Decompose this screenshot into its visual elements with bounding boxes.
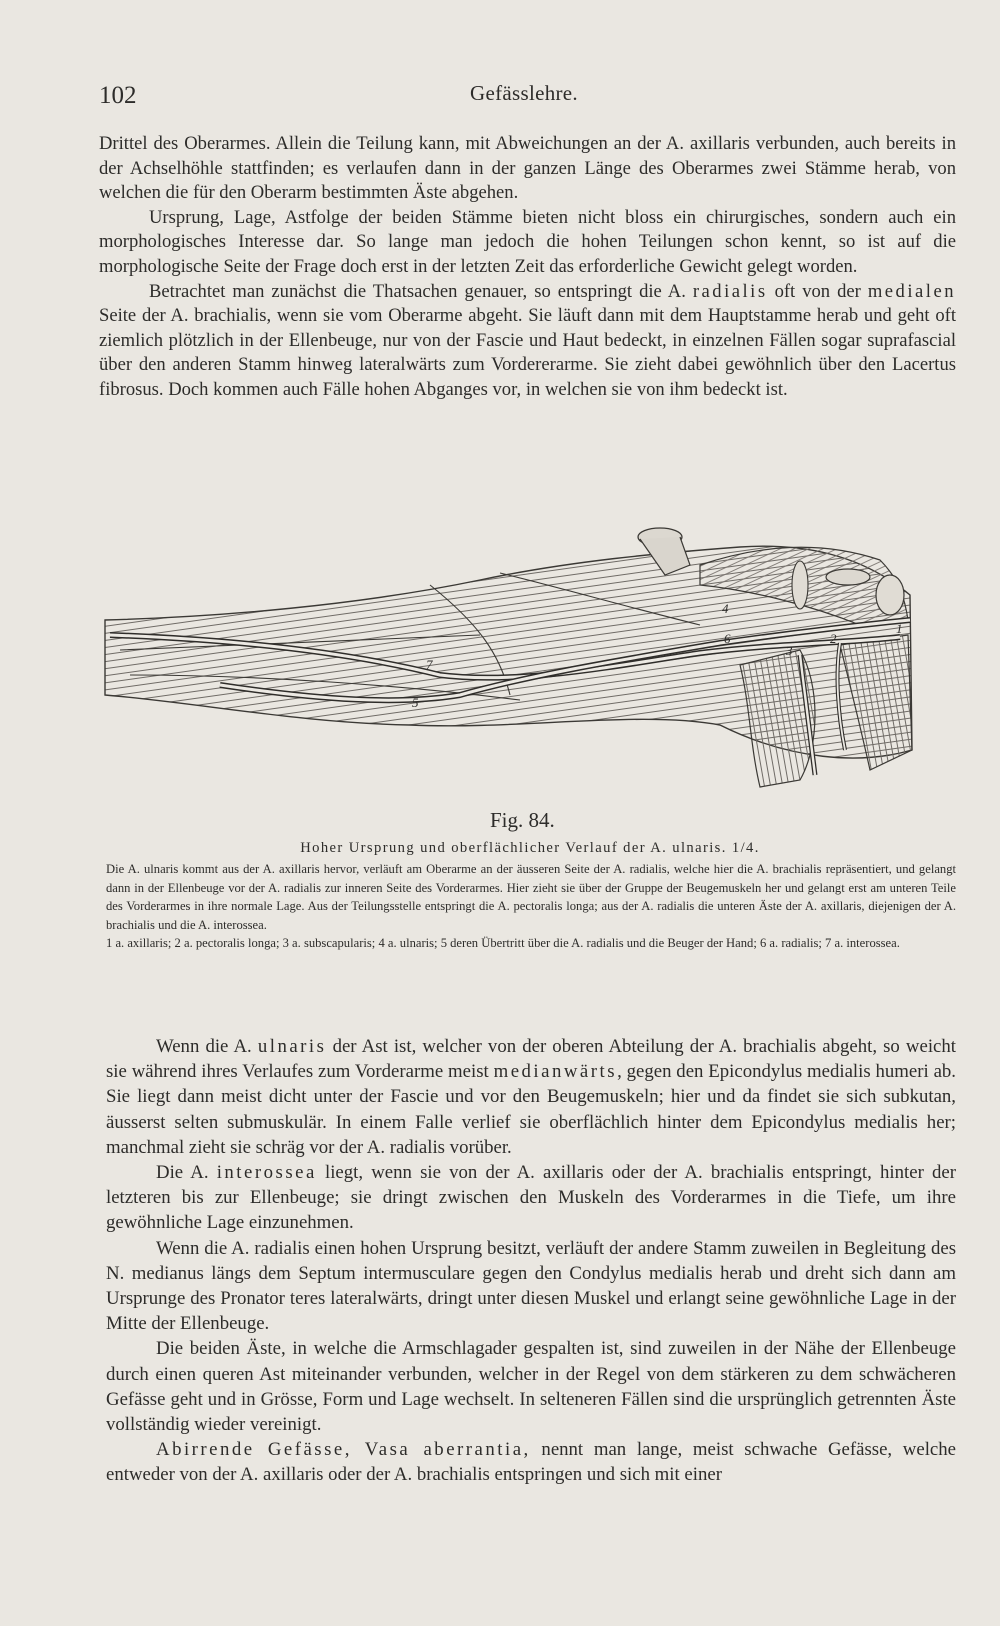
page-number: 102 bbox=[99, 82, 137, 109]
paragraph: Ursprung, Lage, Astfolge der beiden Stämme bieten nicht bloss ein chirurgisches, sondern auch ein morphologisches Interesse dar. So lange man jedoch die hohen Teilungen schon kennt, so ist auf die morphologische Seite der Frage doch erst in der letzten Zeit das erforderliche Gewicht gelegt worden. bbox=[99, 206, 956, 277]
arm-vessels-drawing bbox=[100, 525, 960, 797]
caption-text: Die A. ulnaris kommt aus der A. axillaris hervor, verläuft am Oberarme an der äusseren Seite der A. radialis, welche hier die A. brachialis repräsentiert, und gelangt dann in der Ellenbeuge vor der A. radialis zur inneren Seite des Vorderarmes. Hier zieht sie über der Gruppe der Beugemuskeln her und gelangt erst am unteren Teile des Vorderarmes in ihre normale Lage. Aus der Teilungsstelle entspringt die A. pectoralis longa; aus der A. radialis die unteren Äste der A. axillaris, diejenigen der A. brachialis und die A. interossea. bbox=[106, 862, 956, 932]
marker-4: 4 bbox=[722, 601, 729, 616]
figure-caption bbox=[106, 860, 956, 953]
emphasis-vasa-aberrantia: Abirrende Gefässe, Vasa aberrantia, bbox=[156, 1439, 531, 1461]
paragraph: Drittel des Oberarmes. Allein die Teilung kann, mit Abweichungen an der A. axillaris verbunden, auch bereits in der Achselhöhle stattfinden; es verlaufen dann in der ganzen Länge des Oberarmes zwei Stämme herab, von welchen die für den Oberarm bestimmten Äste abgehen. bbox=[99, 133, 956, 204]
emphasis-radialis: radialis bbox=[692, 280, 768, 302]
caption-legend: 1 a. axillaris; 2 a. pectoralis longa; 3 a. subscapularis; 4 a. ulnaris; 5 deren Übertritt über die A. radialis und die Beuger der Hand; 6 a. radialis; 7 a. interossea. bbox=[106, 936, 900, 951]
paragraph: Betrachtet man zunächst die Thatsachen genauer, so entspringt die A. radialis oft von der medialen Seite der A. brachialis, wenn sie vom Oberarme abgeht. Sie läuft dann mit dem Hauptstamme herab und geht oft ziemlich plötzlich in der Ellenbeuge, nur von der Fascie und Haut bedeckt, in einzelnen Fällen sogar suprafascial über den anderen Stamm hinweg lateralwärts zum Vordererarme. Sie zieht dabei gewöhnlich über den Lacertus fibrosus. Doch kommen auch Fälle hohen Abganges vor, in welchen sie von ihm bedeckt ist. bbox=[99, 280, 956, 400]
running-title: Gefässlehre. bbox=[470, 81, 578, 105]
body-text-top bbox=[99, 132, 956, 403]
paragraph: Die beiden Äste, in welche die Armschlagader gespalten ist, sind zuweilen in der Nähe der Ellenbeuge durch einen queren Ast miteinander verbunden, welcher in der Regel von dem stärkeren zu dem schwächeren Gefässe geht und in Grösse, Form und Lage wechselt. In selteneren Fällen sind die ursprünglich getrennten Äste vollständig wieder vereinigt. bbox=[106, 1338, 956, 1436]
marker-7: 7 bbox=[426, 657, 433, 672]
emphasis-ulnaris: ulnaris bbox=[257, 1036, 327, 1057]
anatomical-illustration bbox=[100, 525, 960, 797]
marker-6: 6 bbox=[724, 631, 731, 646]
marker-1: 1 bbox=[896, 621, 903, 636]
marker-2: 2 bbox=[830, 631, 837, 646]
paragraph: Die A. interossea liegt, wenn sie von der A. axillaris oder der A. brachialis entspringt, hinter der letzteren bis zur Ellenbeuge; sie dringt zwischen den Muskeln des Vorderarmes in die Tiefe, um ihre gewöhnliche Lage einzunehmen. bbox=[106, 1162, 956, 1234]
emphasis-interossea: interossea bbox=[216, 1162, 317, 1184]
emphasis-medianwaerts: medianwärts bbox=[493, 1061, 618, 1083]
figure-scale: 1/4. bbox=[731, 840, 760, 856]
body-text-bottom bbox=[106, 1034, 956, 1488]
paragraph: Wenn die A. ulnaris der Ast ist, welcher von der oberen Abteilung der A. brachialis abgeht, so weicht sie während ihres Verlaufes zum Vorderarme meist medianwärts, gegen den Epicondylus medialis humeri ab. Sie liegt dann meist dicht unter der Fascie und vor den Beugemuskeln; hier und da findet sie sich subkutan, äusserst selten submuskulär. In einem Falle verlief sie oberflächlich hinter dem Epicondylus medialis her; manchmal zieht sie schräg vor der A. radialis vorüber. bbox=[106, 1036, 957, 1158]
paragraph: Wenn die A. radialis einen hohen Ursprung besitzt, verläuft der andere Stamm zuweilen in Begleitung des N. medianus längs dem Septum intermusculare gegen den Condylus medialis herab und dreht sich dann am Ursprunge des Pronator teres lateralwärts, dringt unter diesen Muskel und erlangt seine gewöhnliche Lage in der Mitte der Ellenbeuge. bbox=[106, 1237, 956, 1335]
emphasis-medialen: medialen bbox=[867, 280, 956, 302]
figure-label: Fig. 84. bbox=[490, 808, 555, 832]
figure-title: Hoher Ursprung und oberflächlicher Verlauf der A. ulnaris. 1/4. bbox=[300, 840, 760, 856]
marker-3: 3 bbox=[786, 643, 793, 658]
paragraph: Abirrende Gefässe, Vasa aberrantia, nennt man lange, meist schwache Gefässe, welche entweder von der A. axillaris oder der A. brachialis entspringen und sich mit einer bbox=[106, 1439, 956, 1486]
marker-5: 5 bbox=[412, 695, 419, 710]
